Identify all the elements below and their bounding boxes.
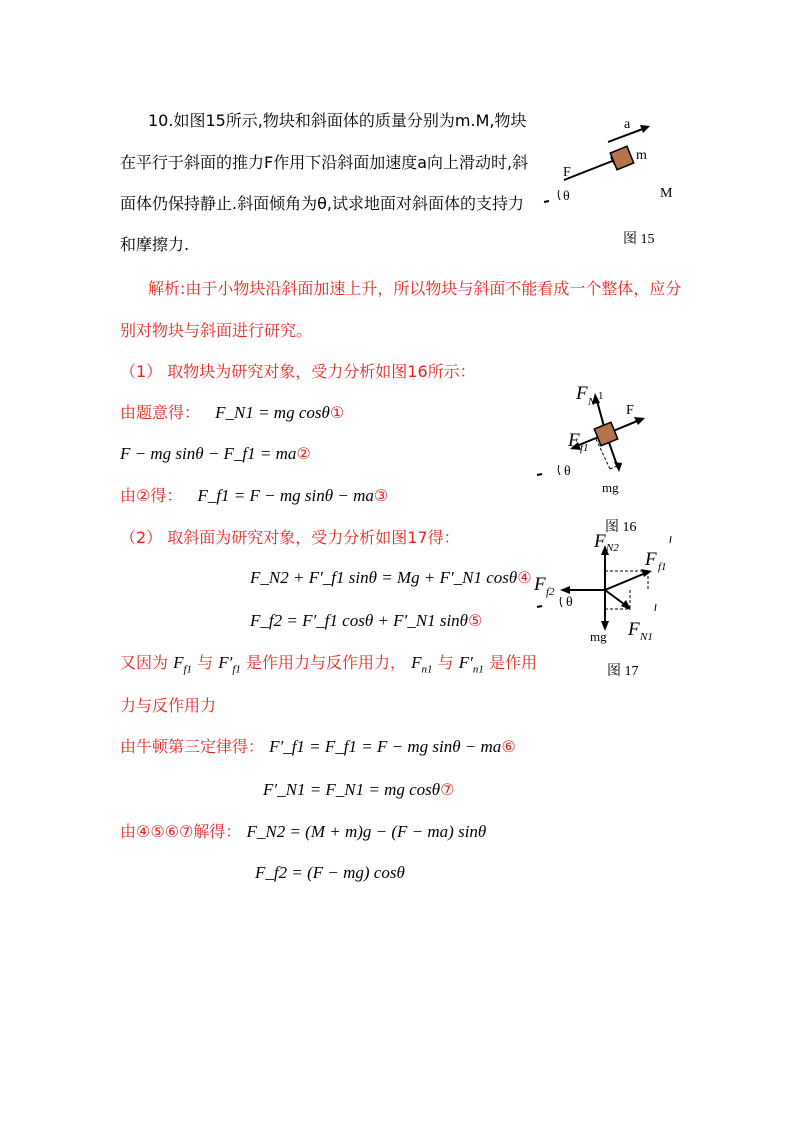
caption-fig17: 图 17 [607, 664, 639, 679]
label-FN1-sub2: 1 [598, 390, 604, 402]
since-line-1: 又因为 $F_{f1}$ 与 $F'_{f1}$ 是作用力与反作用力， $F_{n1}$ 与 $F'_{n1}$ 是作用 [120, 653, 537, 676]
eq9-line [255, 862, 405, 884]
equation-8: F_N2 = (M + m)g − (F − ma) sinθ [246, 822, 487, 841]
problem-line-4: 和摩擦力. [120, 235, 190, 254]
eq5-line [250, 610, 482, 632]
equation-1: F_N1 = mg cosθ [215, 403, 330, 422]
label-mg: mg [602, 480, 619, 495]
label-F: F [563, 165, 571, 180]
label-Ff1: F [568, 430, 580, 451]
label-Ff1p-sub: f1 [658, 561, 667, 573]
eq6-label: 由牛顿第三定律得： [120, 737, 265, 756]
block-m [594, 422, 617, 445]
equation-9: F_f2 = (F − mg) cosθ [255, 863, 405, 882]
label-F: F [626, 403, 634, 418]
label-m: m [636, 148, 647, 163]
problem-line-2: 在平行于斜面的推力F作用下沿斜面加速度a向上滑动时,斜 [120, 153, 529, 172]
label-theta: θ [564, 464, 571, 479]
force-Ff1p-arrow [605, 572, 648, 590]
label-theta: θ [566, 595, 573, 610]
label-mg: mg [590, 629, 607, 644]
label-FN1p-sub: N1 [640, 631, 653, 643]
problem-line-3: 面体仍保持静止.斜面倾角为θ,试求地面对斜面体的支持力 [120, 194, 524, 213]
label-a: a [624, 117, 631, 132]
eq8-label: 由④⑤⑥⑦解得： [120, 822, 242, 841]
eq1-label: 由题意得： [120, 403, 201, 422]
eq3-mark: ③ [373, 486, 389, 505]
label-Ff2: F [534, 574, 546, 595]
eq1-mark: ① [329, 403, 345, 422]
since-text-2: 与 [197, 653, 214, 672]
label-Ff2-sub: f2 [546, 586, 555, 598]
eq4-mark: ④ [517, 568, 532, 587]
label-theta: θ [563, 189, 570, 204]
label-M: M [660, 186, 673, 201]
force-F-arrow [564, 158, 620, 180]
since-text-3: 是作用力与反作用力， [246, 653, 407, 672]
figure-17 [530, 527, 680, 662]
problem-line-1: 10.如图15所示,物块和斜面体的质量分别为m.M,物块 [148, 111, 527, 130]
label-FN1p: F [628, 619, 640, 640]
eq8-line [120, 821, 486, 843]
label-FN1: F [576, 383, 588, 404]
equation-2: F − mg sinθ − F_f1 = ma [120, 444, 297, 463]
label-FN2-sub: N2 [606, 542, 619, 554]
caption-fig15: 图 15 [623, 232, 655, 247]
label-Ff1p: F [645, 549, 657, 570]
solution-intro-2: 别对物块与斜面进行研究。 [120, 321, 313, 340]
eq2-mark: ② [296, 444, 311, 463]
since-text-4: 与 [437, 653, 454, 672]
caption-fig16: 图 16 [605, 520, 637, 535]
eq2-line [120, 443, 311, 465]
eq7-mark: ⑦ [440, 780, 455, 799]
part2-title: （2） 取斜面为研究对象，受力分析如图17得： [120, 528, 460, 547]
part1-title: （1） 取物块为研究对象，受力分析如图16所示： [120, 362, 476, 381]
label-FN2: F [594, 531, 606, 552]
equation-5: F_f2 = F′_f1 cosθ + F′_N1 sinθ [250, 611, 469, 630]
eq6-mark: ⑥ [501, 737, 516, 756]
block-m [610, 146, 633, 169]
eq3-label: 由②得： [120, 486, 183, 505]
since-text-5: 是作用 [488, 653, 537, 672]
eq7-line [263, 779, 455, 801]
since-line-2: 力与反作用力 [120, 696, 217, 715]
eq3-line [120, 485, 388, 507]
figure-16 [530, 375, 690, 515]
equation-3: F_f1 = F − mg sinθ − ma [197, 486, 374, 505]
since-text-1: 又因为 [120, 653, 169, 672]
equation-4: F_N2 + F′_f1 sinθ = Mg + F′_N1 cosθ [250, 568, 518, 587]
solution-intro-1: 解析:由于小物块沿斜面加速上升，所以物块与斜面不能看成一个整体，应分 [148, 279, 682, 298]
eq6-line [120, 736, 516, 758]
eq1-line [120, 402, 344, 424]
equation-7: F′_N1 = F_N1 = mg cosθ [263, 780, 441, 799]
figure-15 [530, 110, 673, 240]
equation-6: F′_f1 = F_f1 = F − mg sinθ − ma [269, 737, 502, 756]
label-FN1-sub: N [588, 396, 596, 408]
label-Ff1-sub: f1 [580, 442, 589, 454]
eq5-mark: ⑤ [468, 611, 483, 630]
eq4-line [250, 567, 532, 589]
